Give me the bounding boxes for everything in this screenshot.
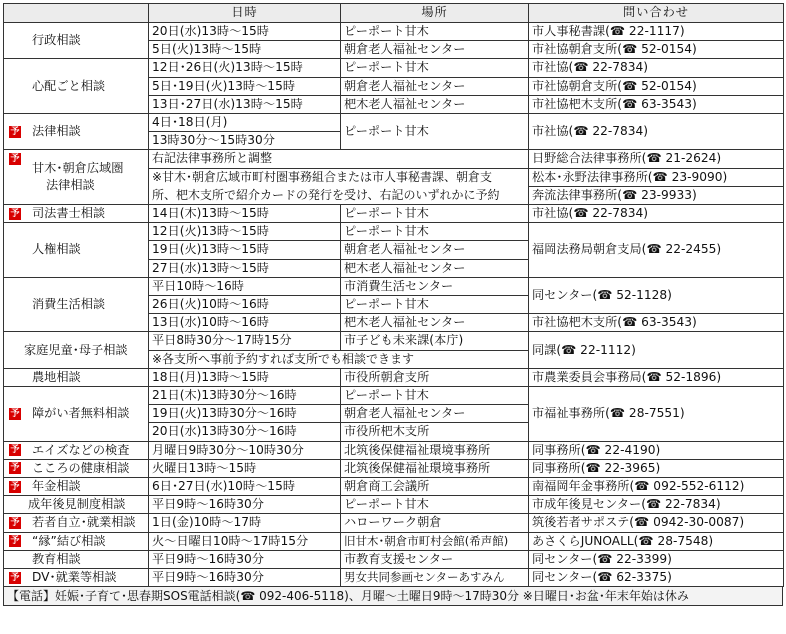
place-cell: 男女共同参画センターあすみん (341, 569, 529, 587)
contact-cell: 同センター(☎ 62-3375) (529, 569, 784, 587)
consultation-schedule (3, 3, 783, 606)
contact-cell: 日野総合法律事務所(☎ 21-2624) (529, 150, 784, 168)
date-cell: 1日(金)10時～17時 (149, 514, 341, 532)
header-category (4, 4, 149, 23)
place-cell: 朝倉老人福祉センター (341, 41, 529, 59)
contact-cell: 奔流法律事務所(☎ 23-9933) (529, 186, 784, 204)
place-cell: 市子ども未来課(本庁) (341, 332, 529, 350)
category-nenkin (4, 478, 149, 496)
reservation-mark: 予 (10, 463, 20, 474)
category-label: 法律相談 (46, 178, 95, 193)
note-cell: ※甘木･朝倉広域市町村圏事務組合または市人事秘書課、朝倉支 (149, 168, 529, 186)
date-cell: 12日(火)13時～15時 (149, 223, 341, 241)
date-cell: 20日(水)13時～15時 (149, 23, 341, 41)
contact-cell: 市人事秘書課(☎ 22-1117) (529, 23, 784, 41)
contact-cell: あさくらJUNOALL(☎ 28-7548) (529, 532, 784, 550)
table-header-row (4, 4, 784, 23)
date-cell: 13時30分～15時30分 (149, 132, 341, 150)
place-cell: 朝倉商工会議所 (341, 478, 529, 496)
date-cell: 5日･19日(火)13時～15時 (149, 77, 341, 95)
date-cell: 14日(木)13時～15時 (149, 205, 341, 223)
contact-cell: 同事務所(☎ 22-4190) (529, 441, 784, 459)
place-cell: ピーポート甘木 (341, 496, 529, 514)
header-contact: 問い合わせ (529, 4, 784, 23)
place-cell: ピーポート甘木 (341, 59, 529, 77)
category-dv (4, 569, 149, 587)
date-cell: 月曜日9時30分～10時30分 (149, 441, 341, 459)
table-row (4, 459, 784, 477)
note-cell: 右記法律事務所と調整 (149, 150, 529, 168)
place-cell: 北筑後保健福祉環境事務所 (341, 441, 529, 459)
category-label: 年金相談 (32, 479, 81, 494)
table-row (4, 478, 784, 496)
table-row (4, 150, 784, 168)
category-shohi: 消費生活相談 (4, 277, 149, 332)
contact-cell: 同センター(☎ 52-1128) (529, 277, 784, 313)
note-cell: 所、杷木支所で紹介カードの発行を受け、右記のいずれかに予約 (149, 186, 529, 204)
date-cell: 5日(火)13時～15時 (149, 41, 341, 59)
contact-cell: 市社協杷木支所(☎ 63-3543) (529, 95, 784, 113)
table-row (4, 332, 784, 350)
table-row (4, 205, 784, 223)
date-cell: 18日(月)13時～15時 (149, 368, 341, 386)
contact-cell: 同事務所(☎ 22-3965) (529, 459, 784, 477)
category-gyosei: 行政相談 (4, 23, 149, 59)
date-cell: 13日･27日(水)13時～15時 (149, 95, 341, 113)
table-row (4, 277, 784, 295)
category-aids (4, 441, 149, 459)
place-cell: ピーポート甘木 (341, 114, 529, 150)
note-cell: ※各支所へ事前予約すれば支所でも相談できます (149, 350, 529, 368)
category-label: 甘木･朝倉広域圏 (32, 161, 124, 176)
category-koiki (4, 150, 149, 205)
category-horitsu (4, 114, 149, 150)
category-en (4, 532, 149, 550)
category-label: DV･就業等相談 (32, 570, 117, 585)
contact-cell: 南福岡年金事務所(☎ 092-552-6112) (529, 478, 784, 496)
category-label: こころの健康相談 (32, 460, 130, 475)
table-row (4, 496, 784, 514)
table-row (4, 59, 784, 77)
reservation-mark: 予 (10, 572, 20, 583)
date-cell: 4日･18日(月) (149, 114, 341, 132)
header-date: 日時 (149, 4, 341, 23)
reservation-mark: 予 (10, 208, 20, 219)
contact-cell: 市社協朝倉支所(☎ 52-0154) (529, 41, 784, 59)
consultation-table (3, 3, 784, 587)
date-cell: 平日9時～16時30分 (149, 496, 341, 514)
contact-cell: 同センター(☎ 22-3399) (529, 550, 784, 568)
category-jinken: 人権相談 (4, 223, 149, 278)
contact-cell: 市社協(☎ 22-7834) (529, 59, 784, 77)
table-row (4, 368, 784, 386)
place-cell: 市役所杷木支所 (341, 423, 529, 441)
contact-cell: 市社協朝倉支所(☎ 52-0154) (529, 77, 784, 95)
date-cell: 平日9時～16時30分 (149, 550, 341, 568)
contact-cell: 市成年後見センター(☎ 22-7834) (529, 496, 784, 514)
place-cell: 朝倉老人福祉センター (341, 405, 529, 423)
date-cell: 火曜日13時～15時 (149, 459, 341, 477)
place-cell: 杷木老人福祉センター (341, 95, 529, 113)
table-row (4, 532, 784, 550)
reservation-mark: 予 (10, 481, 20, 492)
date-cell: 12日･26日(火)13時～15時 (149, 59, 341, 77)
table-row (4, 569, 784, 587)
category-label: エイズなどの検査 (32, 442, 130, 457)
place-cell: 旧甘木･朝倉市町村会館(希声館) (341, 532, 529, 550)
date-cell: 26日(火)10時～16時 (149, 296, 341, 314)
place-cell: 市消費生活センター (341, 277, 529, 295)
reservation-mark: 予 (10, 408, 20, 419)
category-shiho (4, 205, 149, 223)
table-row (4, 114, 784, 132)
footer-note: 【電話】妊娠･子育て･思春期SOS電話相談(☎ 092-406-5118)、月曜～土曜日9時～17時30分 ※日曜日･お盆･年末年始は休み (3, 587, 783, 606)
table-row (4, 550, 784, 568)
date-cell: 21日(木)13時30分～16時 (149, 387, 341, 405)
table-row (4, 514, 784, 532)
table-row (4, 23, 784, 41)
date-cell: 19日(火)13時30分～16時 (149, 405, 341, 423)
contact-cell: 同課(☎ 22-1112) (529, 332, 784, 368)
category-label: 若者自立･就業相談 (32, 515, 136, 530)
place-cell: 杷木老人福祉センター (341, 259, 529, 277)
category-shogai (4, 387, 149, 442)
place-cell: 杷木老人福祉センター (341, 314, 529, 332)
date-cell: 27日(水)13時～15時 (149, 259, 341, 277)
place-cell: 朝倉老人福祉センター (341, 77, 529, 95)
contact-cell: 福岡法務局朝倉支局(☎ 22-2455) (529, 223, 784, 278)
place-cell: 北筑後保健福祉環境事務所 (341, 459, 529, 477)
contact-cell: 市社協(☎ 22-7834) (529, 205, 784, 223)
category-nochi: 農地相談 (4, 368, 149, 386)
category-label: 障がい者無料相談 (32, 406, 130, 421)
category-kouken: 成年後見制度相談 (4, 496, 149, 514)
date-cell: 19日(火)13時～15時 (149, 241, 341, 259)
reservation-mark: 予 (10, 126, 20, 137)
category-shinpai: 心配ごと相談 (4, 59, 149, 114)
contact-cell: 松本･永野法律事務所(☎ 23-9090) (529, 168, 784, 186)
contact-cell: 市農業委員会事務局(☎ 52-1896) (529, 368, 784, 386)
place-cell: 市役所朝倉支所 (341, 368, 529, 386)
date-cell: 6日･27日(水)10時～15時 (149, 478, 341, 496)
date-cell: 平日8時30分～17時15分 (149, 332, 341, 350)
contact-cell: 筑後若者サポステ(☎ 0942-30-0087) (529, 514, 784, 532)
contact-cell: 市福祉事務所(☎ 28-7551) (529, 387, 784, 442)
contact-cell: 市社協杷木支所(☎ 63-3543) (529, 314, 784, 332)
place-cell: ピーポート甘木 (341, 205, 529, 223)
table-row (4, 223, 784, 241)
reservation-mark: 予 (10, 445, 20, 456)
place-cell: ハローワーク朝倉 (341, 514, 529, 532)
date-cell: 平日9時～16時30分 (149, 569, 341, 587)
category-kyoiku: 教育相談 (4, 550, 149, 568)
place-cell: ピーポート甘木 (341, 223, 529, 241)
date-cell: 20日(水)13時30分～16時 (149, 423, 341, 441)
date-cell: 13日(水)10時～16時 (149, 314, 341, 332)
place-cell: 市教育支援センター (341, 550, 529, 568)
place-cell: ピーポート甘木 (341, 296, 529, 314)
place-cell: 朝倉老人福祉センター (341, 241, 529, 259)
header-place: 場所 (341, 4, 529, 23)
category-katei: 家庭児童･母子相談 (4, 332, 149, 368)
reservation-mark: 予 (10, 518, 20, 529)
category-label: 法律相談 (32, 124, 81, 139)
category-label: “縁”結び相談 (32, 533, 106, 548)
table-row (4, 387, 784, 405)
category-kokoro (4, 459, 149, 477)
place-cell: ピーポート甘木 (341, 387, 529, 405)
contact-cell: 市社協(☎ 22-7834) (529, 114, 784, 150)
date-cell: 火～日曜日10時～17時15分 (149, 532, 341, 550)
category-wakamono (4, 514, 149, 532)
reservation-mark: 予 (10, 154, 20, 165)
place-cell: ピーポート甘木 (341, 23, 529, 41)
table-row (4, 441, 784, 459)
date-cell: 平日10時～16時 (149, 277, 341, 295)
reservation-mark: 予 (10, 536, 20, 547)
category-label: 司法書士相談 (32, 206, 106, 221)
